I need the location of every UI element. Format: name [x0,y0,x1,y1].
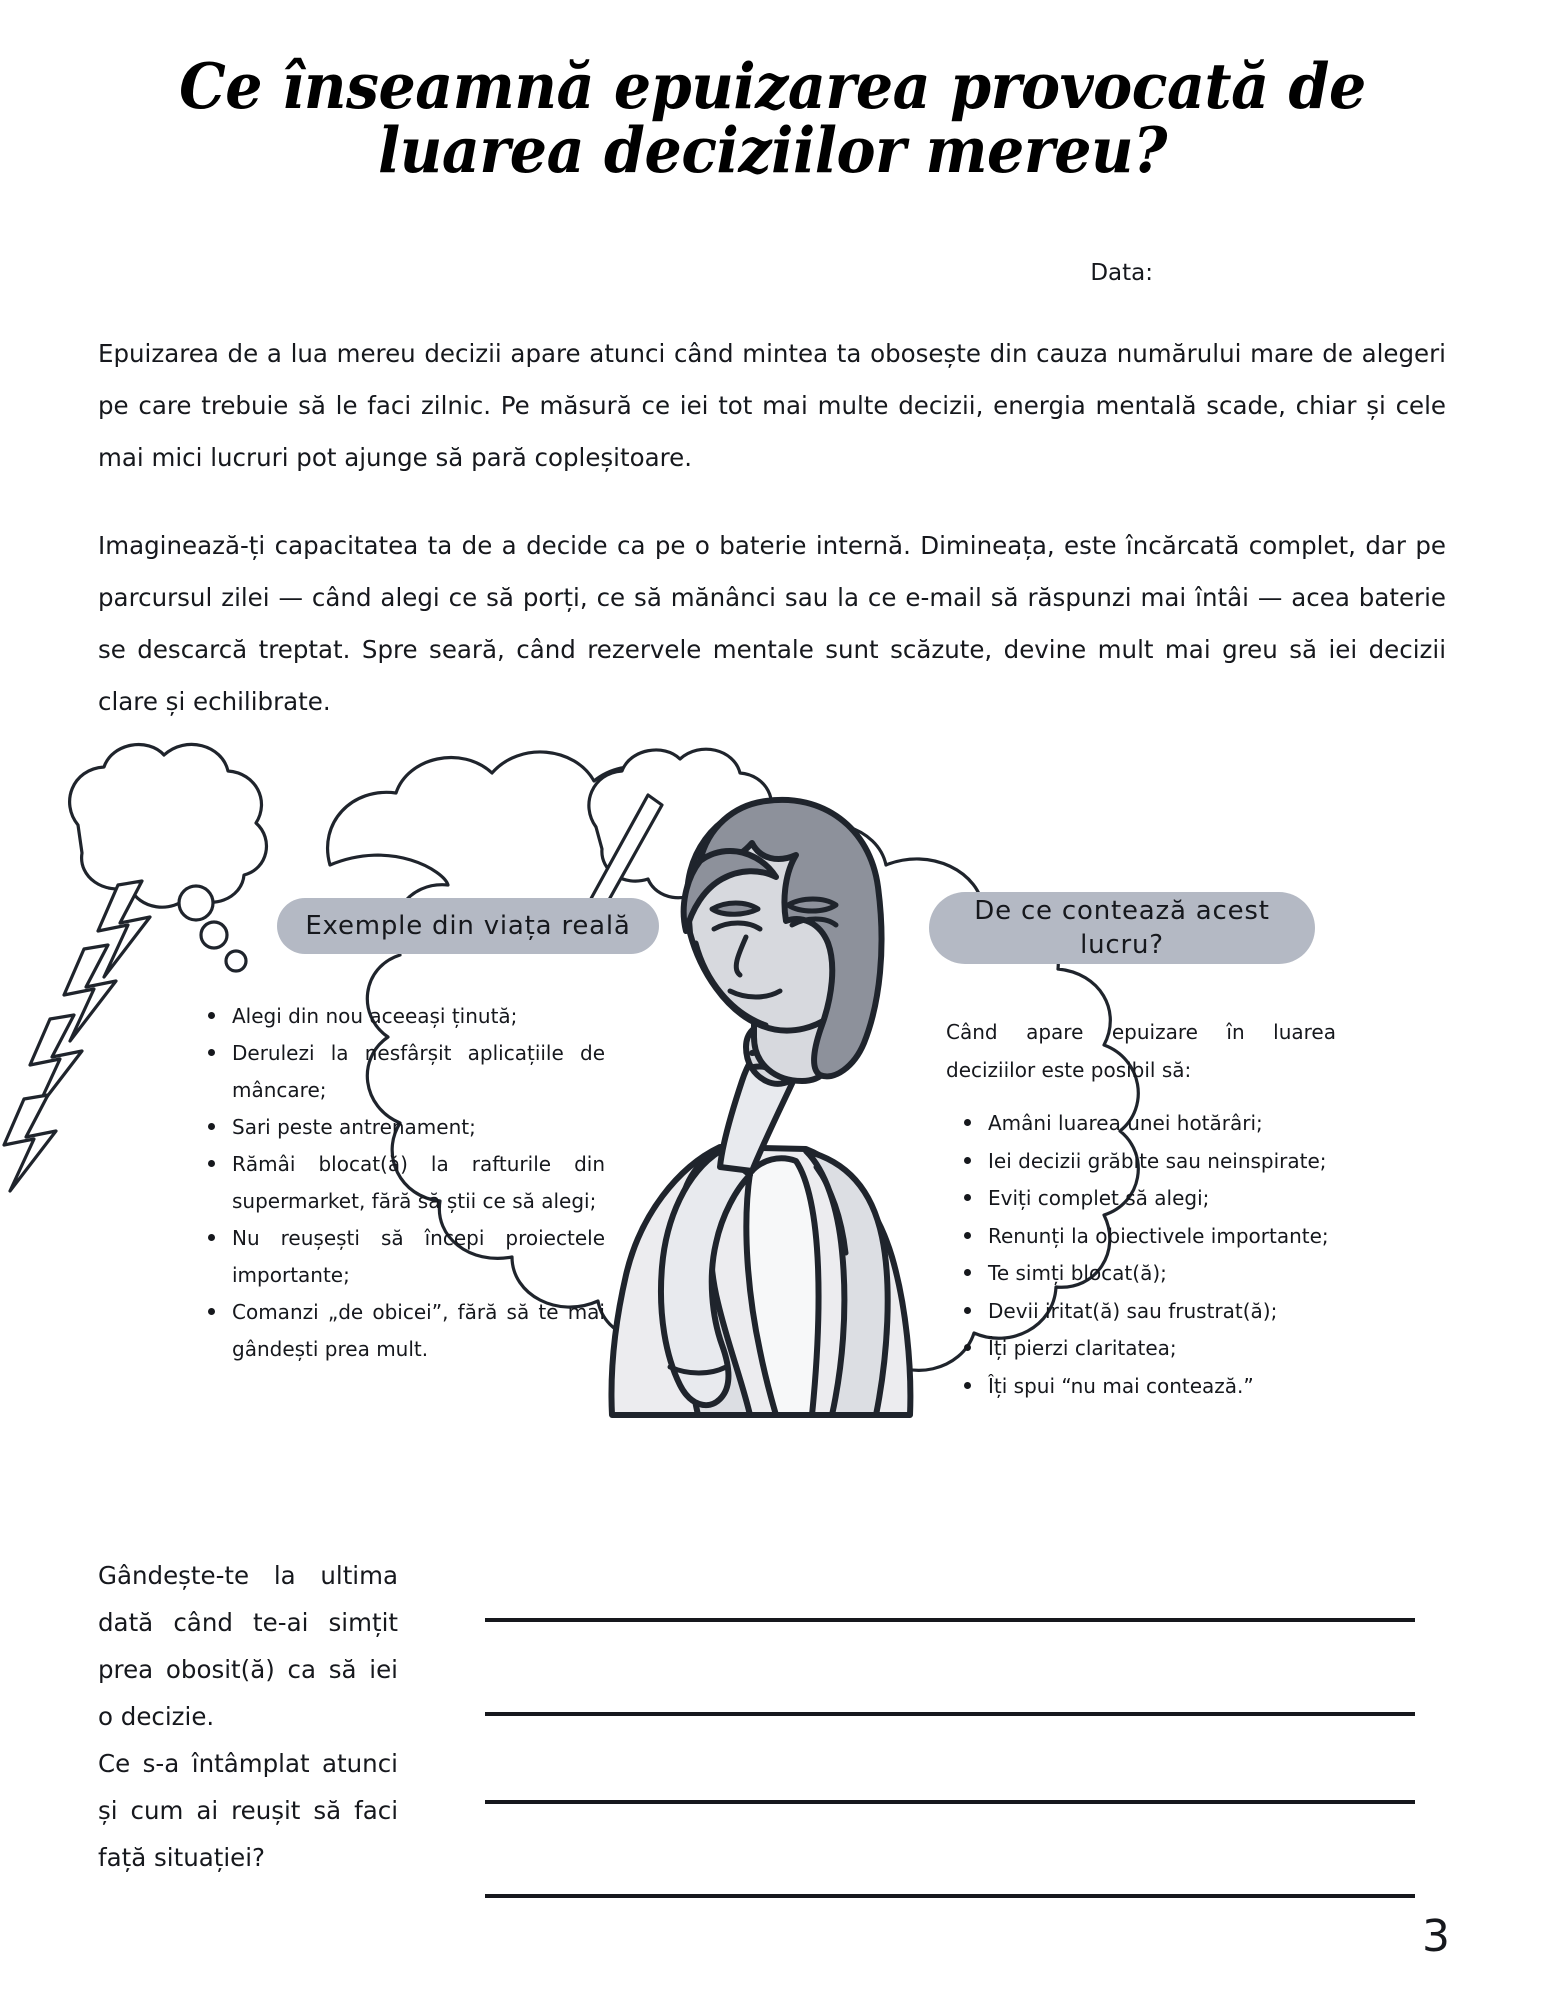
right-bubble-list [958,1105,1338,1405]
lightning-bolt-left-4 [4,1095,56,1191]
answer-lines-area [485,1552,1415,1902]
intro-paragraph-2: Imaginează-ți capacitatea ta de a decide ca pe o baterie internă. Dimineața, este încărcată complet, dar pe parcursul zilei — când alegi ce să porți, ce să mănânci sau la ce e-mail să răspunzi mai întâi — acea baterie se descarcă treptat. Spre seară, când rezervele mentale sunt scăzute, devine mult mai greu să iei decizii clare și echilibrate. [98,531,1446,716]
intro-paragraph-1: Epuizarea de a lua mereu decizii apare atunci când mintea ta obosește din cauza numărului mare de alegeri pe care trebuie să le faci zilnic. Pe măsură ce iei tot mai multe decizii, energia mentală scade, chiar și cele mai mici lucruri pot ajunge să pară copleșitoare. [98,339,1446,472]
thinking-person-illustration [570,775,990,1435]
page-title [54,49,1491,188]
left-bubble-heading: Exemple din viața reală [277,898,659,954]
left-tail-puff-1 [179,886,213,920]
left-tail-puff-3 [226,951,246,971]
right-bubble-intro: Când apare epuizare în luarea deciziilor este posibil să: [946,1020,1336,1082]
list-item: Eviți complet să alegi; [958,1180,1338,1218]
list-item: Îți spui “nu mai contează.” [958,1368,1338,1406]
list-item: Iei decizii grăbite sau neinspirate; [958,1143,1338,1181]
list-item: Rămâi blocat(ă) la rafturile din supermarket, fără să știi ce să alegi; [200,1146,605,1220]
lightning-bolt-left-2 [64,945,116,1041]
list-item: Comanzi „de obicei”, fără să te mai gândești prea mult. [200,1294,605,1368]
right-bubble-heading: De ce contează acest lucru? [929,892,1315,964]
left-small-cloud [70,744,267,907]
answer-line-1[interactable] [485,1618,1415,1622]
reflection-prompt [98,1552,398,1881]
page-title-line-2: luarea deciziilor mereu? [377,113,1168,188]
list-item: Amâni luarea unei hotărâri; [958,1105,1338,1143]
answer-line-2[interactable] [485,1712,1415,1716]
left-tail-puff-2 [201,922,227,948]
list-item: Derulezi la nesfârșit aplicațiile de mâncare; [200,1035,605,1109]
list-item: Sari peste antrenament; [200,1109,605,1146]
intro-section [98,328,1446,728]
left-bubble-list [200,998,605,1368]
list-item: Te simți blocat(ă); [958,1255,1338,1293]
page-number: 3 [1422,1911,1450,1962]
list-item: Nu reușești să începi proiectele importante; [200,1220,605,1294]
list-item: Îți pierzi claritatea; [958,1330,1338,1368]
date-label: Data: [1090,260,1153,286]
page-title-line-1: Ce înseamnă epuizarea provocată de [179,49,1366,123]
answer-line-4[interactable] [485,1894,1415,1898]
answer-line-3[interactable] [485,1800,1415,1804]
list-item: Devii iritat(ă) sau frustrat(ă); [958,1293,1338,1331]
list-item: Renunți la obiectivele importante; [958,1218,1338,1256]
eyebrow-right [788,899,836,911]
list-item: Alegi din nou aceeași ținută; [200,998,605,1035]
reflection-question-1: Gândește-te la ultima dată când te-ai simțit prea obosit(ă) ca să iei o decizie. [98,1561,398,1731]
reflection-question-2: Ce s-a întâmplat atunci și cum ai reușit să faci față situației? [98,1749,398,1872]
eyebrow-left [712,903,758,914]
